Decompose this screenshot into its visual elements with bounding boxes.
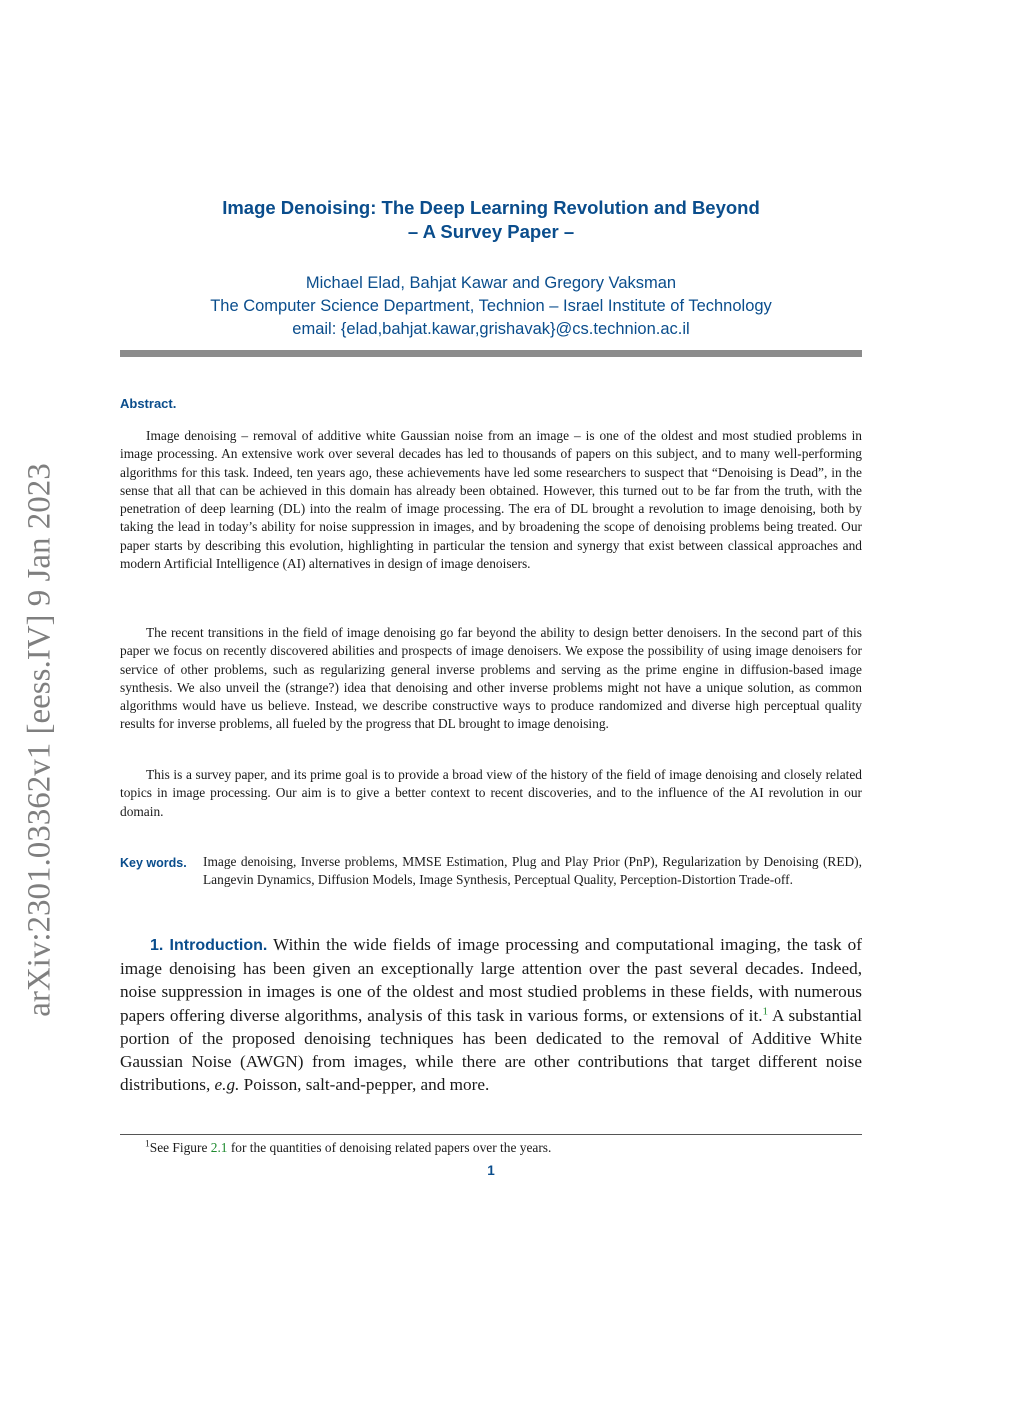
abstract-paragraph: This is a survey paper, and its prime goal is to provide a broad view of the history of the field of image denoising and closely related topics in image processing. Our aim is to give a better context to recent discoveries, and to the influence of the AI revolution in our domain.	[120, 767, 862, 819]
keywords-section	[120, 853, 862, 890]
figure-reference-link[interactable]: 2.1	[210, 1140, 228, 1155]
introduction-heading: 1. Introduction.	[150, 937, 268, 954]
keywords-label: Key words.	[120, 856, 187, 870]
paper-title	[120, 196, 862, 244]
footnote-text-after-ref: for the quantities of denoising related papers over the years.	[227, 1140, 552, 1155]
footnote-marker: 1	[145, 1139, 150, 1150]
abstract-paragraph: The recent transitions in the field of image denoising go far beyond the ability to design better denoisers. In the second part of this paper we focus on recently discovered abilities and prospects of image denoisers. We expose the possibility of using image denoisers for service of other problems, such as regularizing general inverse problems and serving as the prime engine in diffusion-based image synthesis. We also unveil the (strange?) idea that denoising and other inverse problems might not have a unique solution, as common algorithms would have us believe. Instead, we describe constructive ways to produce randomized and diverse high perceptual quality results for inverse problems, all fueled by the progress that DL brought to image denoising.	[120, 625, 862, 732]
keywords-text: Image denoising, Inverse problems, MMSE Estimation, Plug and Play Prior (PnP), Regularization by Denoising (RED), Langevin Dynamics, Diffusion Models, Image Synthesis, Perceptual Quality, Perception-Distortion Trade-off.	[203, 854, 862, 888]
page-number: 1	[487, 1163, 495, 1178]
author-email: email: {elad,bahjat.kawar,grishavak}@cs.technion.ac.il	[292, 320, 690, 338]
title-line-subtitle: – A Survey Paper –	[407, 221, 575, 242]
abstract-paragraph: Image denoising – removal of additive white Gaussian noise from an image – is one of the oldest and most studied problems in image processing. An extensive work over several decades has led to thousands of papers on this subject, and to many well-performing algorithms for this task. Indeed, ten years ago, these achievements have led some researchers to suspect that “Denoising is Dead”, in the sense that all that can be achieved in this domain has already been obtained. However, this turned out to be far from the truth, with the penetration of deep learning (DL) into the realm of image processing. The era of DL brought a revolution to image denoising, both by taking the lead in today’s ability for noise suppression in images, and by broadening the scope of denoising problems being treated. Our paper starts by describing this evolution, highlighting in particular the tension and synergy that exist between classical approaches and modern Artificial Intelligence (AI) alternatives in design of image denoisers.	[120, 428, 862, 572]
intro-eg-abbreviation: e.g.	[214, 1075, 240, 1095]
intro-text-part-3: Poisson, salt-and-pepper, and more.	[239, 1075, 490, 1095]
author-affiliation: The Computer Science Department, Technion – Israel Institute of Technology	[210, 297, 772, 315]
footnote	[145, 1139, 551, 1157]
introduction-paragraph	[120, 933, 862, 1096]
title-divider-rule	[120, 350, 862, 357]
title-line-main: Image Denoising: The Deep Learning Revolution and Beyond	[222, 197, 760, 218]
author-block	[120, 272, 862, 341]
footnote-text-before-ref: See Figure	[149, 1140, 211, 1155]
footnote-divider-rule	[120, 1134, 862, 1135]
intro-text-part-1: Within the wide fields of image processing and computational imaging, the task of image denoising has been given an exceptionally large attention over the past several decades. Indeed, noise suppression in images is one of the oldest and most studied problems in these fields, with numerous papers offering diverse algorithms, analysis of this task in various forms, or extensions of it.	[120, 935, 862, 1025]
intro-text-part-2: A substantial portion of the proposed denoising techniques has been dedicated to the removal of Additive White Gaussian Noise (AWGN) from images, while there are other contributions that target different noise distributions,	[120, 1005, 862, 1095]
footnote-reference-link[interactable]: 1	[762, 1004, 769, 1017]
arxiv-identifier-stamp: arXiv:2301.03362v1 [eess.IV] 9 Jan 2023	[21, 463, 58, 1017]
author-names: Michael Elad, Bahjat Kawar and Gregory Vaksman	[305, 274, 677, 292]
abstract-heading: Abstract.	[120, 396, 177, 411]
